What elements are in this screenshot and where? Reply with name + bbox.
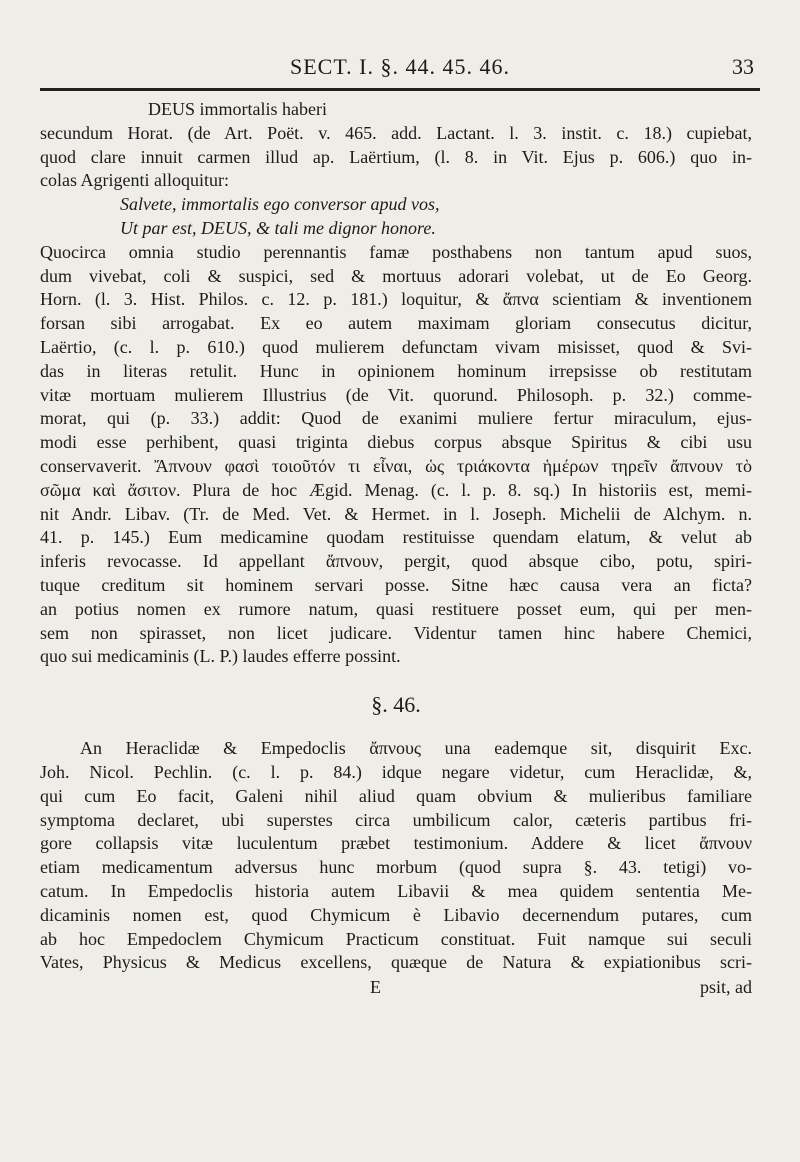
verse-line: Salvete, immortalis ego conversor apud vos, [120,194,440,215]
section-heading: §. 46. [371,692,421,718]
text-line: secundum Horat. (de Art. Poët. v. 465. add. Lactant. l. 3. instit. c. 18.) cupiebat, [40,122,752,143]
signature-mark: E [370,977,381,998]
text-line: conservaverit. Ἄπνουν φασὶ τοιοῦτόν τι εἶναι, ὡς τριάκοντα ἡμέρων τηρεῖν ἄπνουν τὸ [40,455,752,476]
text-line: dum vivebat, coli & suspici, sed & mortuus adorari volebat, ut de Eo Georg. [40,265,752,286]
text-line: An Heraclidæ & Empedoclis ἄπνους una eademque sit, disquirit Exc. [80,738,752,759]
text-line: inferis revocasse. Id appellant ἄπνουν, pergit, quod absque cibo, potu, spiri- [40,551,752,572]
text-line: an potius nomen ex rumore natum, quasi restituere posset eum, qui per men- [40,598,752,619]
text-line: das in literas retulit. Hunc in opinionem hominum irrepsisse ob restitutam [40,360,752,381]
text-line: dicaminis nomen est, quod Chymicum è Libavio decernendum putares, cum [40,904,752,925]
text-line: symptoma declaret, ubi superstes circa umbilicum calor, cæteris partibus fri- [40,809,752,830]
text-line: forsan sibi arrogabat. Ex eo autem maximam gloriam consecutus dicitur, [40,313,752,334]
text-line: DEUS immortalis haberi [148,99,327,119]
text-line: qui cum Eo facit, Galeni nihil aliud quam obvium & mulieribus familiare [40,785,752,806]
text-line: nit Andr. Libav. (Tr. de Med. Vet. & Hermet. in l. Joseph. Michelii de Alchym. n. [40,503,752,524]
text-line: vitæ mortuam mulierem Illustrius (de Vit. quorund. Philosoph. p. 32.) comme- [40,384,752,405]
text-line: gore collapsis vitæ luculentum præbet testimonium. Addere & licet ἄπνουν [40,833,752,854]
text-line: modi esse perhibent, quasi triginta diebus corpus absque Spiritus & cibi usu [40,432,752,453]
text-line: Joh. Nicol. Pechlin. (c. l. p. 84.) idque negare videtur, cum Heraclidæ, &, [40,761,752,782]
text-line: tuque creditum sit hominem servari posse. Sitne hæc causa vera an ficta? [40,574,752,595]
text-line: 41. p. 145.) Eum medicamine quodam restituisse quendam elatum, & velut ab [40,527,752,548]
text-line: Horn. (l. 3. Hist. Philos. c. 12. p. 181.) loquitur, & ἄπνα scientiam & inventionem [40,289,752,310]
text-line: etiam medicamentum adversus hunc morbum (quod supra §. 43. tetigi) vo- [40,857,752,878]
catchword: psit, ad [700,977,752,998]
text-line: quod clare innuit carmen illud ap. Laërtium, (l. 8. in Vit. Ejus p. 606.) quo in- [40,146,752,167]
page-number: 33 [732,54,754,79]
text-line: Vates, Physicus & Medicus excellens, quæque de Natura & expiationibus scri- [40,952,752,973]
page-header [40,54,760,94]
text-line: sem non spirasset, non licet judicare. Videntur tamen hinc habere Chemici, [40,622,752,643]
text-line: catum. In Empedoclis historia autem Libavii & mea quidem sententia Me- [40,880,752,901]
verse-line: Ut par est, DEUS, & tali me dignor honore. [120,217,436,238]
text-line: morat, qui (p. 33.) addit: Quod de exanimi muliere fertur miraculum, ejus- [40,408,752,429]
page-footer [40,975,752,999]
text-line: quo sui medicaminis (L. P.) laudes efferre possint. [40,646,401,667]
running-head: SECT. I. §. 44. 45. 46. [290,54,510,79]
header-rule [40,88,760,91]
text-line: Laërtio, (c. l. p. 610.) quod mulierem defunctam vivam misisset, quod & Svi- [40,336,752,357]
text-line: Quocirca omnia studio perennantis famæ posthabens non tantum apud suos, [40,241,752,262]
main-text [40,98,752,999]
text-line: colas Agrigenti alloquitur: [40,170,229,191]
text-line: σῶμα καὶ ἄσιτον. Plura de hoc Ægid. Menag. (c. l. p. 8. sq.) In historiis est, memi- [40,479,752,500]
text-line: ab hoc Empedoclem Chymicum Practicum constituat. Fuit namque sui seculi [40,928,752,949]
